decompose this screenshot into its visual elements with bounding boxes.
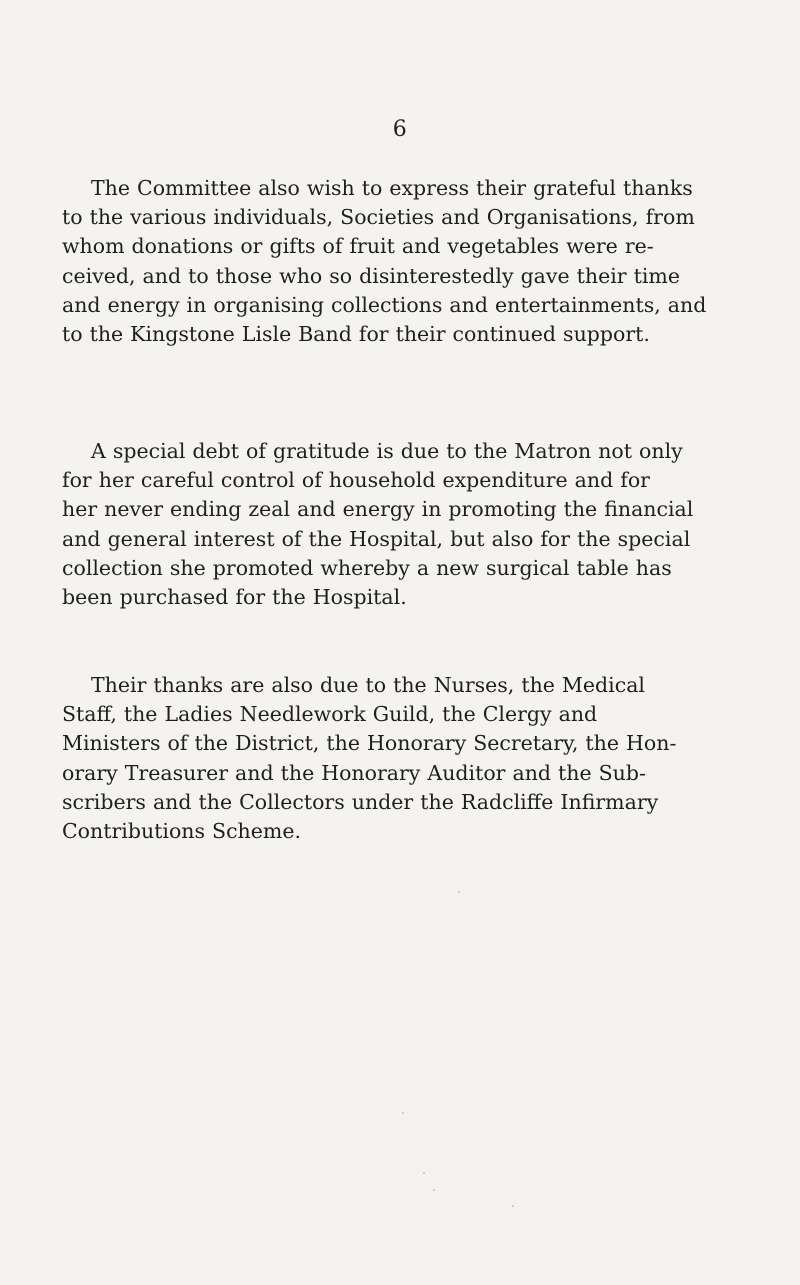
- paragraph-line: and energy in organising collections and entertainments, and: [62, 292, 707, 317]
- paragraph-line: to the various individuals, Societies and Organisations, from: [62, 205, 695, 230]
- paragraph-line: her never ending zeal and energy in promoting the financial: [62, 497, 694, 522]
- paragraph-line: Contributions Scheme.: [62, 819, 301, 844]
- paper-speck: [512, 1205, 514, 1207]
- paragraph-line: The Committee also wish to express their grateful thanks: [91, 176, 693, 200]
- paragraph-line: Their thanks are also due to the Nurses, the Medical: [91, 673, 645, 697]
- paragraph-line: Ministers of the District, the Honorary Secretary, the Hon-: [62, 731, 677, 756]
- paragraph-line: to the Kingstone Lisle Band for their continued support.: [62, 322, 650, 347]
- paper-speck: [402, 1112, 404, 1114]
- paragraph-line: orary Treasurer and the Honorary Auditor and the Sub-: [62, 760, 646, 785]
- paragraph-line: scribers and the Collectors under the Radcliffe Infirmary: [62, 789, 659, 814]
- paragraph-matron: [62, 437, 742, 612]
- paper-speck: [433, 1189, 435, 1191]
- paragraph-thanks: [62, 174, 742, 349]
- paragraph-line: whom donations or gifts of fruit and vegetables were re-: [62, 234, 654, 259]
- paper-speck: [423, 1172, 425, 1174]
- page-number: 6: [392, 117, 408, 142]
- paragraph-line: collection she promoted whereby a new surgical table has: [62, 555, 672, 580]
- paragraph-line: A special debt of gratitude is due to the Matron not only: [91, 439, 683, 463]
- paragraph-line: for her careful control of household expenditure and for: [62, 468, 650, 493]
- paragraph-line: and general interest of the Hospital, but also for the special: [62, 526, 691, 551]
- paragraph-staff-thanks: [62, 671, 742, 846]
- paragraph-line: ceived, and to those who so disinterestedly gave their time: [62, 263, 680, 288]
- paragraph-line: Staff, the Ladies Needlework Guild, the Clergy and: [62, 702, 598, 727]
- paragraph-line: been purchased for the Hospital.: [62, 585, 407, 610]
- paper-speck: [458, 891, 460, 893]
